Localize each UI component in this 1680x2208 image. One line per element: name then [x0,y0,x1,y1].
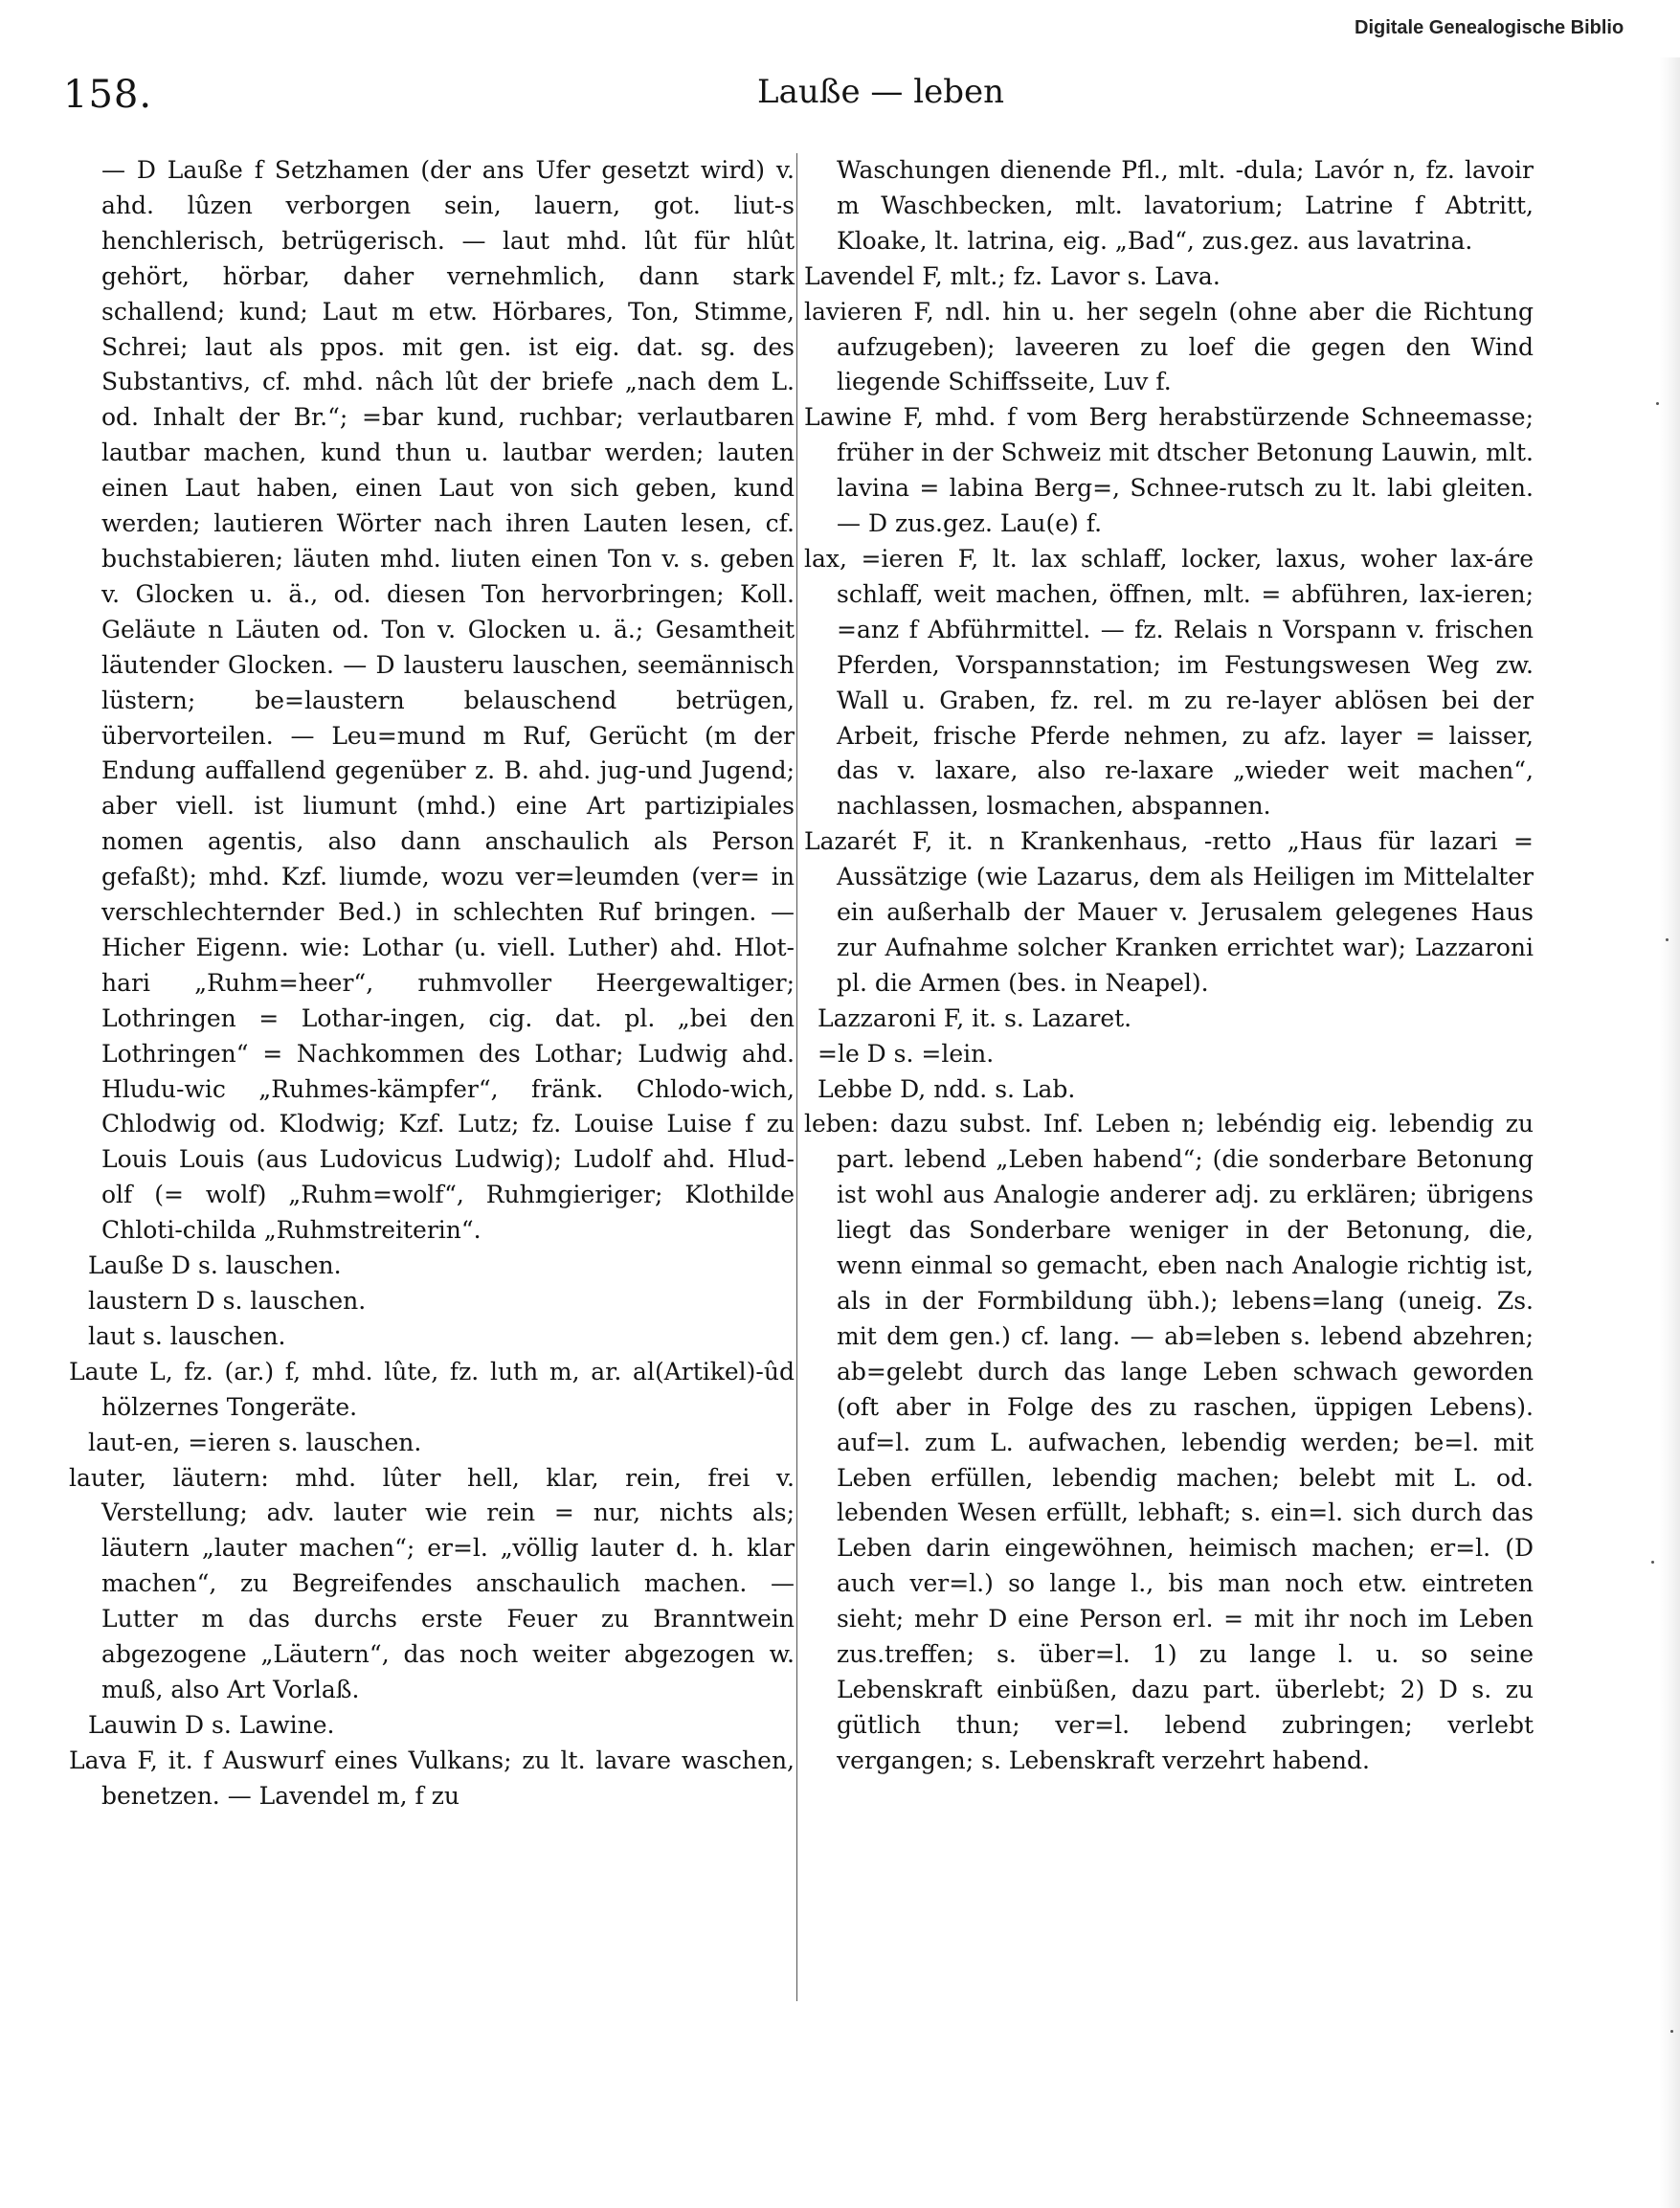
dictionary-entry: — D Lauße f Setzhamen (der ans Ufer gesetzt wird) v. ahd. lûzen verborgen sein, lauern, got. liut-s henchlerisch, betrügerisch. — laut mhd. lût für hlût gehört, hörbar, daher vernehmlich, dann stark schallend; kund; Laut m etw. Hörbares, Ton, Stimme, Schrei; laut als ppos. mit gen. ist eig. dat. sg. des Substantivs, cf. mhd. nâch lût der briefe „nach dem L. od. Inhalt der Br.“; =bar kund, ruchbar; verlautbaren lautbar machen, kund thun u. lautbar werden; lauten einen Laut haben, einen Laut von sich geben, kund werden; lautieren Wörter nach ihren Lauten lesen, cf. buchstabieren; läuten mhd. liuten einen Ton v. s. geben v. Glocken u. ä., od. diesen Ton hervorbringen; Koll. Geläute n Läuten od. Ton v. Glocken u. ä.; Gesamtheit läutender Glocken. — D lausteru lauschen, seemännisch lüstern; be=laustern belauschend betrügen, übervorteilen. — Leu=mund m Ruf, Gerücht (m der Endung auffallend gegenüber z. B. ahd. jug-und Jugend; aber viell. ist liumunt (mhd.) eine Art partizipiales nomen agentis, also dann anschaulich als Person gefaßt); mhd. Kzf. liumde, wozu ver=leumden (ver= in verschlechternder Bed.) in schlechten Ruf bringen. — Hicher Eigenn. wie: Lothar (u. viell. Luther) ahd. Hlot-hari „Ruhm=heer“, ruhmvoller Heergewaltiger; Lothringen = Lothar-ingen, cig. dat. pl. „bei den Lothringen“ = Nachkommen des Lothar; Ludwig ahd. Hludu-wic „Ruhmes-kämpfer“, fränk. Chlodo-wich, Chlodwig od. Klodwig; Kzf. Lutz; fz. Louise Luise f zu Louis Louis (aus Ludovicus Ludwig); Ludolf ahd. Hlud-olf (= wolf) „Ruhm=wolf“, Ruhmgieriger; Klothilde Chloti-childa „Ruhmstreiterin“. [101,156,795,1245]
dictionary-entry: Laute L, fz. (ar.) f, mhd. lûte, fz. luth m, ar. al(Artikel)-ûd hölzernes Tongeräte. [69,1357,795,1421]
dictionary-entry: laut-en, =ieren s. lauschen. [88,1428,422,1456]
dictionary-entry: Lawine F, mhd. f vom Berg herabstürzende Schneemasse; früher in der Schweiz mit dtscher Betonung Lauwin, mlt. lavina = labina Berg=, Schnee-rutsch zu lt. labi gleiten. — D zus.gez. Lau(e) f. [804,403,1534,538]
dictionary-entry: Lava F, it. f Auswurf eines Vulkans; zu lt. lavare waschen, benetzen. — Lavendel m, f zu [69,1746,795,1810]
scan-page-edge [1659,57,1680,2208]
dictionary-entry: laut s. lauschen. [88,1321,286,1350]
dictionary-entry: Lavendel F, mlt.; fz. Lavor s. Lava. [804,261,1221,290]
dictionary-entry: laustern D s. lauschen. [88,1287,367,1315]
page-number: 158. [63,73,153,117]
dictionary-entry: Lauwin D s. Lawine. [88,1710,335,1739]
scan-speck [1670,2030,1673,2033]
dictionary-entry: Waschungen dienende Pfl., mlt. -dula; Lavór n, fz. lavoir m Waschbecken, mlt. lavatorium; Latrine f Abtritt, Kloake, lt. latrina, eig. „Bad“, zus.gez. aus lavatrina. [837,156,1534,255]
dictionary-entry: lavieren F, ndl. hin u. her segeln (ohne aber die Richtung aufzugeben); laveeren zu loef die gegen den Wind liegende Schiffsseite, Luv f. [804,297,1534,396]
dictionary-entry: lax, =ieren F, lt. lax schlaff, locker, laxus, woher lax-áre schlaff, weit machen, öffnen, mlt. = abführen, lax-ieren; =anz f Abführmittel. — fz. Relais n Vorspann v. frischen Pferden, Vorspannstation; im Festungswesen Weg zw. Wall u. Graben, fz. rel. m zu re-layer ablösen bei der Arbeit, frische Pferde nehmen, zu afz. layer = laisser, das v. laxare, also re-laxare „wieder weit machen“, nachlassen, losmachen, abspannen. [804,544,1534,821]
right-column [804,153,1534,1779]
dictionary-entry: leben: dazu subst. Inf. Leben n; lebéndig eig. lebendig zu part. lebend „Leben habend“; (die sonderbare Betonung ist wohl aus Analogie anderer adj. zu erklären; übrigens liegt das Sonderbare weniger in der Betonung, die, wenn einmal so gemacht, eben nach Analogie richtig ist, als in der Formbildung übh.); lebens=lang (uneig. Zs. mit dem gen.) cf. lang. — ab=leben s. lebend abzehren; ab=gelebt durch das lange Leben schwach geworden (oft aber in Folge des zu raschen, üppigen Lebens). auf=l. zum L. aufwachen, lebendig werden; be=l. mit Leben erfüllen, lebendig machen; belebt mit L. od. lebenden Wesen erfüllt, lebhaft; s. ein=l. sich durch das Leben darin eingewöhnen, heimisch machen; er=l. (D auch ver=l.) so lange l., bis man noch etw. eintreten sieht; mehr D eine Person erl. = mit ihr noch im Leben zus.treffen; s. über=l. 1) zu lange l. u. so seine Lebenskraft einbüßen, dazu part. überlebt; 2) D s. zu gütlich thun; ver=l. lebend zubringen; verlebt vergangen; s. Lebenskraft verzehrt habend. [804,1110,1534,1774]
column-divider [796,153,797,2001]
dictionary-entry: lauter, läutern: mhd. lûter hell, klar, rein, frei v. Verstellung; adv. lauter wie rein = nur, nichts als; läutern „lauter machen“; er=l. „völlig lauter d. h. klar machen“, zu Begreifendes anschaulich machen. — Lutter m das durchs erste Feuer zu Branntwein abgezogene „Läutern“, das noch weiter abgezogen w. muß, also Art Vorlaß. [69,1463,795,1703]
dictionary-entry: Lebbe D, ndd. s. Lab. [818,1074,1076,1103]
left-column [69,153,795,1814]
scan-speck [1656,402,1659,405]
dictionary-entry: Lazarét F, it. n Krankenhaus, -retto „Haus für lazari = Aussätzige (wie Lazarus, dem als Heiligen im Mittelalter ein außerhalb der Mauer v. Jerusalem gelegenes Haus zur Aufnahme solcher Kranken errichtet war); Lazzaroni pl. die Armen (bes. in Neapel). [804,827,1534,997]
dictionary-entry: =le D s. =lein. [818,1039,995,1068]
library-watermark: Digitale Genealogische Biblio [1355,17,1624,38]
scan-speck [1651,1561,1654,1564]
dictionary-entry: Lauße D s. lauschen. [88,1251,342,1280]
scan-speck [1666,938,1669,941]
running-head: Lauße — leben [757,73,1004,111]
dictionary-entry: Lazzaroni F, it. s. Lazaret. [818,1003,1132,1032]
